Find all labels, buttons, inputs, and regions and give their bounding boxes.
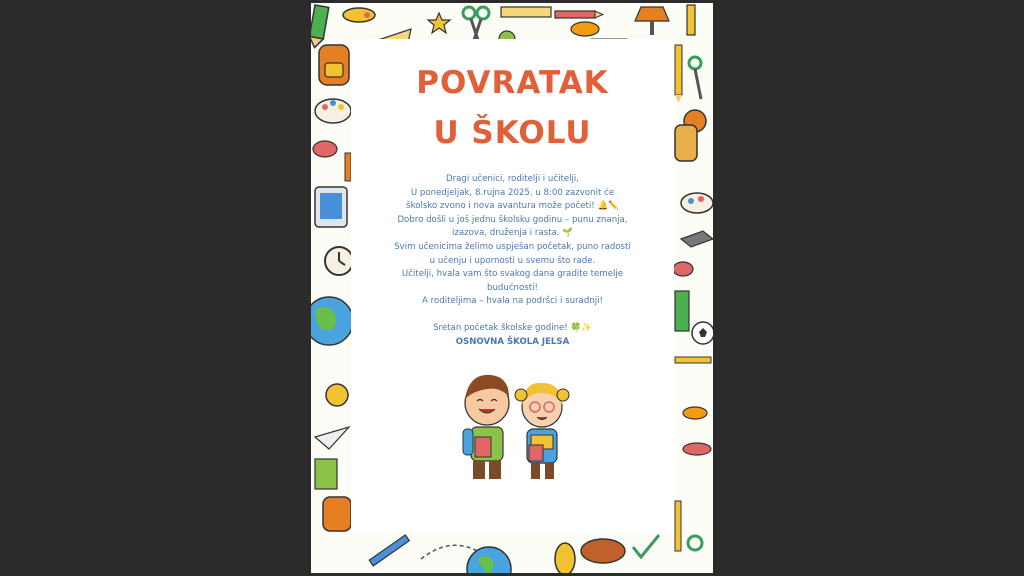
rocket-icon bbox=[343, 8, 375, 22]
palette-icon bbox=[315, 99, 351, 123]
pen-icon bbox=[369, 535, 409, 566]
pencil-icon bbox=[555, 11, 603, 18]
scissors-icon bbox=[689, 57, 701, 99]
content-card bbox=[351, 39, 674, 533]
backpack-icon bbox=[323, 497, 351, 531]
message-line: Dobro došli u još jednu školsku godinu – punu znanja, bbox=[397, 214, 628, 225]
apple-icon bbox=[326, 384, 348, 406]
leaf-icon bbox=[673, 262, 693, 276]
school-name: OSNOVNA ŠKOLA JELSA bbox=[455, 336, 570, 347]
boy-figure bbox=[463, 375, 509, 479]
message-line: Svim učenicima želimo uspješan početak, puno radosti bbox=[394, 241, 631, 252]
tablet-icon bbox=[315, 187, 347, 227]
rocket-icon bbox=[683, 443, 711, 455]
message-line: budućnosti! bbox=[487, 282, 538, 293]
poster-title-line2: U ŠKOLU bbox=[433, 115, 592, 151]
girl-figure bbox=[515, 383, 569, 479]
closing-line: Sretan početak školske godine! 🍀✨ bbox=[433, 322, 592, 333]
book-icon bbox=[315, 459, 337, 489]
kids-illustration bbox=[457, 365, 577, 485]
message-line: Dragi učenici, roditelji i učitelji, bbox=[445, 174, 580, 184]
poster-title-line1: POVRATAK bbox=[416, 65, 609, 101]
message-line: u učenju i upornosti u svemu što rade. bbox=[429, 255, 596, 266]
lamp-icon bbox=[635, 7, 669, 35]
graduation-cap-icon bbox=[681, 231, 713, 247]
pencil-icon bbox=[675, 357, 711, 363]
scissors-icon bbox=[463, 7, 489, 43]
ruler-icon bbox=[501, 7, 551, 17]
message-line: školsko zvono i nova avantura može početi! 🔔✏️ bbox=[406, 201, 619, 212]
pencil-icon bbox=[311, 5, 329, 49]
leaf-icon bbox=[313, 141, 337, 157]
soccer-ball-icon bbox=[692, 322, 713, 344]
poster bbox=[311, 3, 713, 573]
rocket-icon bbox=[555, 543, 575, 573]
leaf-icon bbox=[683, 407, 707, 419]
leaf-icon bbox=[571, 22, 599, 36]
pencil-icon bbox=[675, 501, 681, 551]
message-line: izazova, druženja i rasta. 🌱 bbox=[451, 228, 573, 239]
paper-plane-icon bbox=[315, 427, 349, 449]
marker-icon bbox=[687, 5, 695, 35]
star-icon bbox=[428, 13, 450, 33]
globe-icon bbox=[311, 297, 353, 345]
scissors-icon bbox=[688, 536, 702, 550]
message-line: A roditeljima – hvala na podršci i suradnji! bbox=[422, 296, 603, 307]
book-icon bbox=[675, 291, 689, 331]
message-line: U ponedjeljak, 8.rujna 2025. u 8:00 zazvonit će bbox=[410, 187, 615, 198]
message-line: Učitelji, hvala vam što svakog dana gradite temelje bbox=[401, 269, 624, 280]
checkmark-icon bbox=[633, 535, 659, 557]
pencil-icon bbox=[675, 45, 682, 103]
backpack-icon bbox=[675, 125, 697, 161]
globe-icon bbox=[467, 547, 511, 573]
palette-icon bbox=[681, 193, 713, 213]
alarm-clock-icon bbox=[325, 247, 353, 275]
message-body bbox=[365, 173, 660, 349]
football-icon bbox=[581, 539, 625, 563]
backpack-icon bbox=[319, 45, 349, 85]
